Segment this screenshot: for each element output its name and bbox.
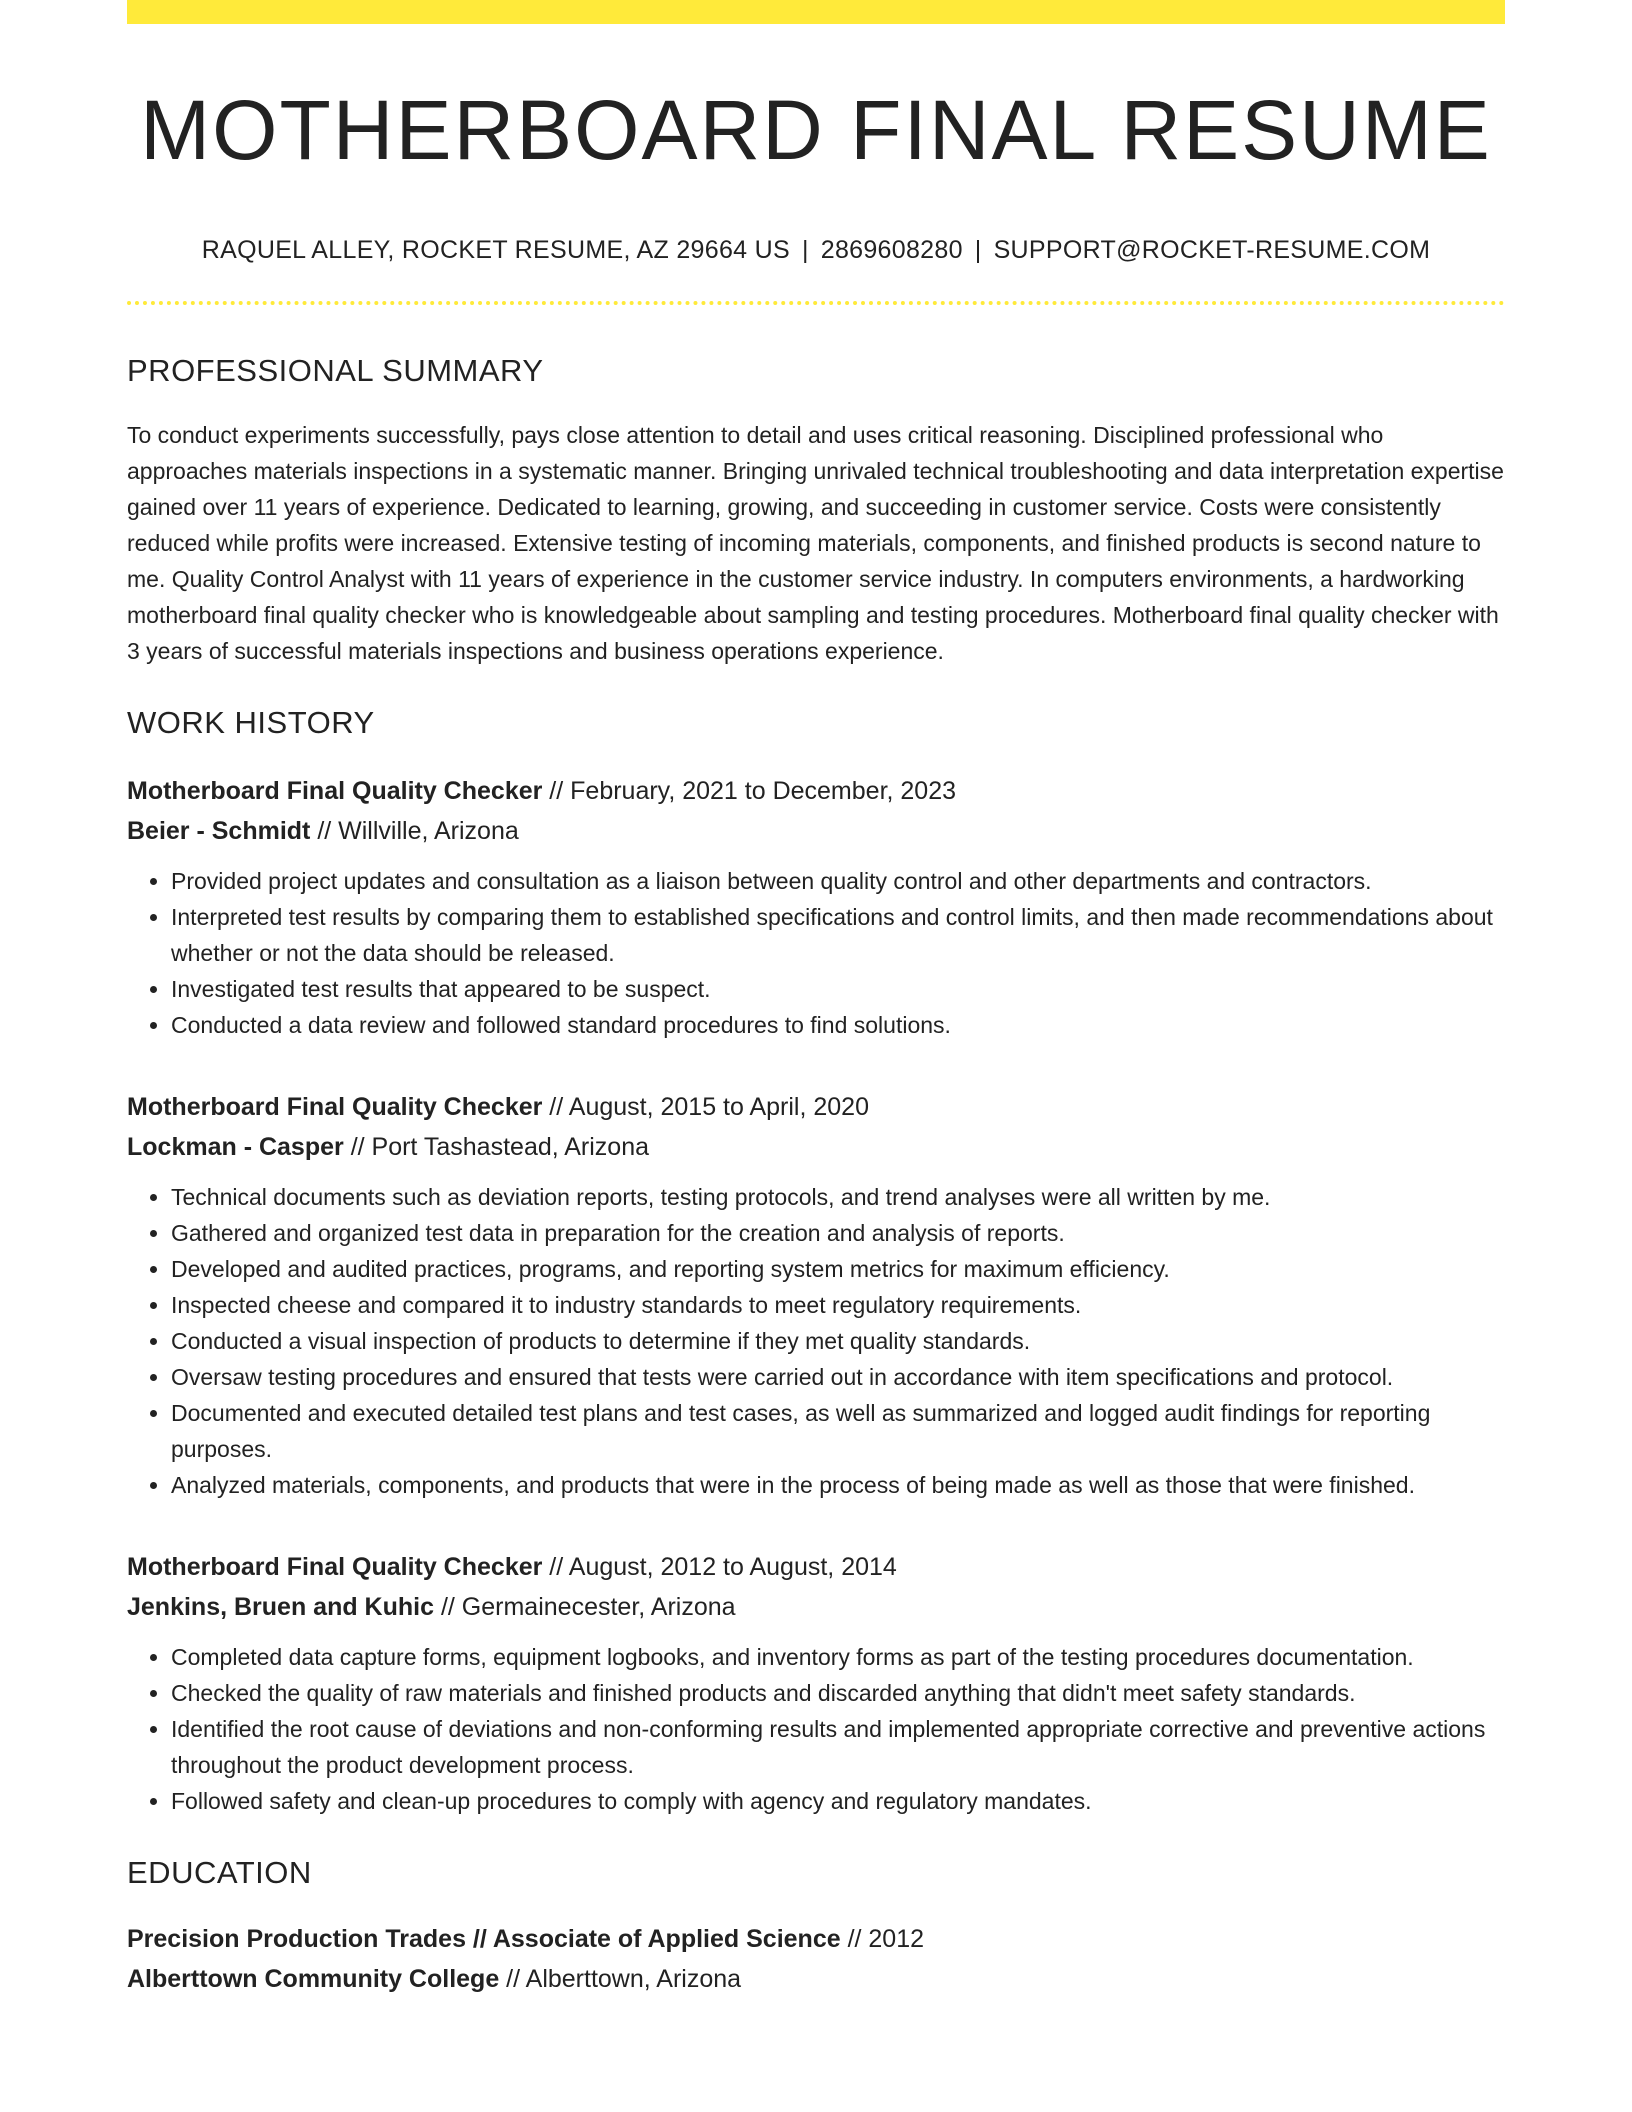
job-bullets	[127, 863, 1505, 1043]
summary-paragraph: To conduct experiments successfully, pays close attention to detail and uses critical reasoning. Disciplined professional who approaches materials inspections in a systematic manner. Bringing unrivaled technical troubleshooting and data interpretation expertise gained over 11 years of experience. Dedicated to learning, growing, and succeeding in customer service. Costs were consistently reduced while profits were increased. Extensive testing of incoming materials, components, and finished products is second nature to me. Quality Control Analyst with 11 years of experience in the customer service industry. In computers environments, a hardworking motherboard final quality checker who is knowledgeable about sampling and testing procedures. Motherboard final quality checker with 3 years of successful materials inspections and business operations experience.	[127, 422, 1504, 665]
education-year: // 2012	[840, 1925, 925, 1954]
job-dates: // August, 2015 to April, 2020	[542, 1093, 869, 1122]
job-entry	[127, 771, 1505, 1043]
contact-info	[127, 236, 1505, 265]
job-location: // Willville, Arizona	[310, 817, 519, 846]
job-location: // Port Tashastead, Arizona	[343, 1133, 650, 1162]
resume-title: MOTHERBOARD FINAL RESUME	[140, 83, 1492, 177]
job-title-line	[127, 1087, 1505, 1127]
job-bullet: • Documented and executed detailed test plans and test cases, as well as summarized and logged audit findings for reporting purposes.	[171, 1395, 1505, 1467]
job-bullet: • Completed data capture forms, equipment logbooks, and inventory forms as part of the testing procedures documentation.	[171, 1639, 1505, 1675]
job-title: Motherboard Final Quality Checker	[127, 1093, 543, 1122]
section-heading-summary: PROFESSIONAL SUMMARY	[127, 353, 544, 389]
job-bullet: • Followed safety and clean-up procedures to comply with agency and regulatory mandates.	[171, 1783, 1505, 1819]
job-bullet: • Conducted a visual inspection of products to determine if they met quality standards.	[171, 1323, 1505, 1359]
job-bullet: • Conducted a data review and followed standard procedures to find solutions.	[171, 1007, 1505, 1043]
accent-top-bar	[127, 0, 1505, 24]
job-bullet: • Identified the root cause of deviations and non-conforming results and implemented appropriate corrective and preventive actions throughout the product development process.	[171, 1711, 1505, 1783]
job-bullet: • Inspected cheese and compared it to industry standards to meet regulatory requirements.	[171, 1287, 1505, 1323]
job-bullet: • Gathered and organized test data in preparation for the creation and analysis of reports.	[171, 1215, 1505, 1251]
job-title-line	[127, 771, 1505, 811]
education-school-line	[127, 1959, 1505, 1999]
job-company: Beier - Schmidt	[127, 817, 311, 846]
job-title: Motherboard Final Quality Checker	[127, 1553, 543, 1582]
education-degree-line	[127, 1919, 1505, 1959]
job-bullet: • Developed and audited practices, programs, and reporting system metrics for maximum efficiency.	[171, 1251, 1505, 1287]
contact-address: RAQUEL ALLEY, ROCKET RESUME, AZ 29664 US	[201, 236, 790, 265]
professional-summary-section	[127, 353, 1505, 669]
job-bullet: • Analyzed materials, components, and products that were in the process of being made as well as those that were finished.	[171, 1467, 1505, 1503]
job-bullets	[127, 1179, 1505, 1503]
contact-separator: |	[974, 236, 982, 265]
dotted-divider	[127, 301, 1505, 305]
education-degree: Precision Production Trades // Associate of Applied Science	[127, 1925, 841, 1954]
education-location: // Alberttown, Arizona	[499, 1965, 742, 1994]
job-company-line	[127, 1587, 1505, 1627]
job-bullet: • Oversaw testing procedures and ensured that tests were carried out in accordance with item specifications and protocol.	[171, 1359, 1505, 1395]
job-bullet: • Investigated test results that appeared to be suspect.	[171, 971, 1505, 1007]
contact-separator: |	[801, 236, 809, 265]
job-bullet: • Interpreted test results by comparing them to established specifications and control limits, and then made recommendations about whether or not the data should be released.	[171, 899, 1505, 971]
job-company: Jenkins, Bruen and Kuhic	[127, 1593, 435, 1622]
job-title: Motherboard Final Quality Checker	[127, 777, 543, 806]
job-bullet: • Technical documents such as deviation reports, testing protocols, and trend analyses were all written by me.	[171, 1179, 1505, 1215]
job-entry	[127, 1547, 1505, 1819]
job-bullet: • Checked the quality of raw materials and finished products and discarded anything that didn't meet safety standards.	[171, 1675, 1505, 1711]
education-school: Alberttown Community College	[127, 1965, 500, 1994]
education-section	[127, 1855, 1505, 1999]
job-bullets	[127, 1639, 1505, 1819]
contact-phone: 2869608280	[820, 236, 963, 265]
work-history-section	[127, 705, 1505, 1819]
section-heading-education: EDUCATION	[127, 1855, 312, 1891]
job-dates: // August, 2012 to August, 2014	[542, 1553, 897, 1582]
job-company-line	[127, 1127, 1505, 1167]
job-location: // Germainecester, Arizona	[434, 1593, 736, 1622]
job-entry	[127, 1087, 1505, 1503]
job-bullet: • Provided project updates and consultation as a liaison between quality control and other departments and contractors.	[171, 863, 1505, 899]
job-company-line	[127, 811, 1505, 851]
section-heading-work-history: WORK HISTORY	[127, 705, 375, 741]
contact-email: SUPPORT@ROCKET-RESUME.COM	[993, 236, 1431, 265]
education-entry	[127, 1919, 1505, 1999]
job-title-line	[127, 1547, 1505, 1587]
job-dates: // February, 2021 to December, 2023	[542, 777, 957, 806]
job-company: Lockman - Casper	[127, 1133, 344, 1162]
